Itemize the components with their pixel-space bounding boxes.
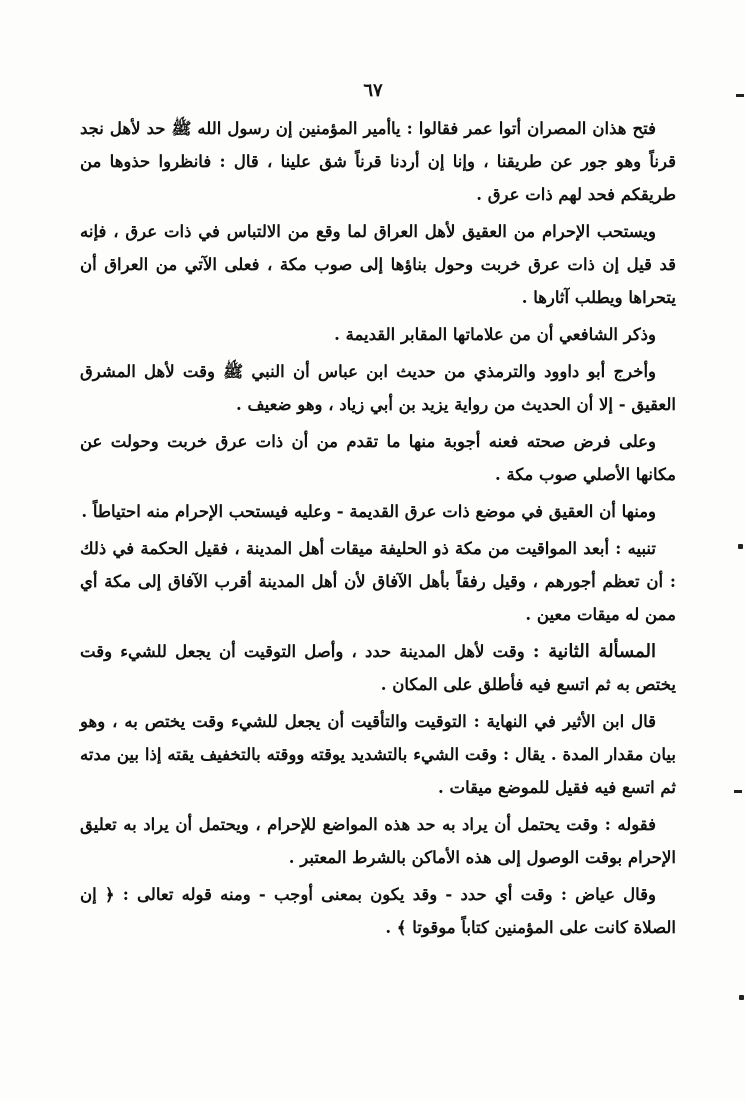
paragraph-5: وعلى فرض صحته فعنه أجوبة منها ما تقدم من أن ذات عرق خربت وحولت عن مكانها الأصلي صوب مكة . [80, 432, 676, 484]
section-label: المسألة الثانية : [532, 641, 656, 662]
paragraph-9: قال ابن الأثير في النهاية : التوقيت والتأقيت أن يجعل للشيء وقت يختص به ، وهو بيان مقدار المدة . يقال : وقت الشيء بالتشديد يوقته ووقته بالتخفيف يقته إذا بين مدته ثم اتسع فيه فقيل للموضع ميقات . [80, 712, 676, 797]
paragraph-8-text: وقت لأهل المدينة حدد ، وأصل التوقيت أن يجعل للشيء وقت يختص به ثم اتسع فيه فأطلق على المكان . [80, 642, 676, 694]
text-body [80, 112, 676, 948]
margin-mark [736, 94, 744, 97]
paragraph-2: ويستحب الإحرام من العقيق لأهل العراق لما وقع من الالتباس في ذات عرق ، فإنه قد قيل إن ذات عرق خربت وحول بناؤها إلى صوب مكة ، فعلى الآتي من العراق أن يتحراها ويطلب آثارها . [80, 222, 676, 307]
margin-mark [734, 790, 742, 793]
paragraph-6: ومنها أن العقيق في موضع ذات عرق القديمة - وعليه فيستحب الإحرام منه احتياطاً . [81, 502, 656, 521]
paragraph-10: فقوله : وقت يحتمل أن يراد به حد هذه المواضع للإحرام ، ويحتمل أن يراد به تعليق الإحرام بوقت الوصول إلى هذه الأماكن بالشرط المعتبر . [80, 815, 676, 867]
paragraph-11: وقال عياض : وقت أي حدد - وقد يكون بمعنى أوجب - ومنه قوله تعالى : ﴿ إن الصلاة كانت على المؤمنين كتاباً موقوتا ﴾ . [80, 885, 676, 937]
paragraph-1: فتح هذان المصران أتوا عمر فقالوا : ياأمير المؤمنين إن رسول الله ﷺ حد لأهل نجد قرناً وهو جور عن طريقنا ، وإنا إن أردنا قرناً شق علينا ، قال : فانظروا حذوها من طريقكم فحد لهم ذات عرق . [80, 119, 676, 204]
margin-mark [738, 544, 743, 549]
margin-mark [739, 995, 744, 1000]
paragraph-3: وذكر الشافعي أن من علاماتها المقابر القديمة . [334, 325, 656, 344]
paragraph-4: وأخرج أبو داوود والترمذي من حديث ابن عباس أن النبي ﷺ وقت لأهل المشرق العقيق - إلا أن الحديث من رواية يزيد بن أبي زياد ، وهو ضعيف . [80, 362, 676, 414]
paragraph-8 [80, 635, 676, 701]
paragraph-7: تنبيه : أبعد المواقيت من مكة ذو الحليفة ميقات أهل المدينة ، فقيل الحكمة في ذلك : أن تعظم أجورهم ، وقيل رفقاً بأهل الآفاق لأن أهل المدينة أقرب الآفاق إلى مكة أي ممن له ميقات معين . [80, 539, 676, 624]
page-number: ٦٧ [363, 80, 383, 101]
